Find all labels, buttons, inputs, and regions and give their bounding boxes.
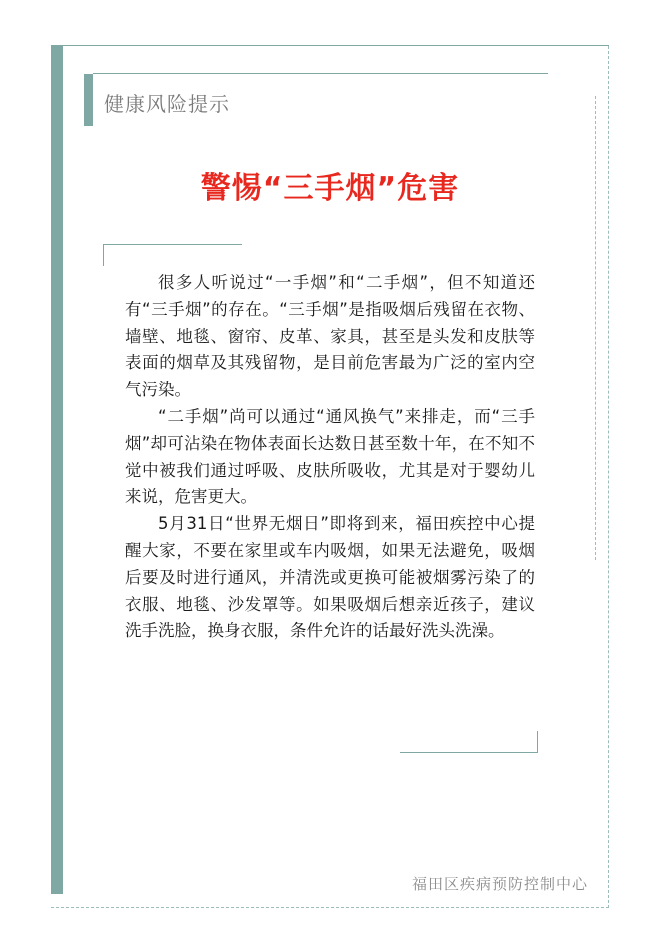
section-heading-accent xyxy=(84,74,93,126)
article-body xyxy=(125,270,535,645)
corner-bracket-top-left xyxy=(103,244,242,245)
article-paragraph: 5月31日“世界无烟日”即将到来，福田疾控中心提醒大家，不要在家里或车内吸烟，如果无法避免，吸烟后要及时进行通风，并清洗或更换可能被烟雾污染了的衣服、地毯、沙发罩等。如果吸烟后想亲近孩子，建议洗手洗脸，换身衣服，条件允许的话最好洗头洗澡。 xyxy=(125,514,535,641)
article-paragraph: “二手烟”尚可以通过“通风换气”来排走，而“三手烟”却可沾染在物体表面长达数日甚至数十年，在不知不觉中被我们通过呼吸、皮肤所吸收，尤其是对于婴幼儿来说，危害更大。 xyxy=(125,406,535,507)
frame-top-line xyxy=(51,45,609,46)
article-title: 警惕“三手烟”危害 xyxy=(200,171,460,206)
section-heading-line xyxy=(93,73,548,74)
section-title: 健康风险提示 xyxy=(104,92,230,116)
article-paragraph: 很多人听说过“一手烟”和“二手烟”，但不知道还有“三手烟”的存在。“三手烟”是指吸烟后残留在衣物、墙壁、地毯、窗帘、皮革、家具，甚至是头发和皮肤等表面的烟草及其残留物，是目前危害最为广泛的室内空气污染。 xyxy=(125,273,535,400)
footer-organization: 福田区疾病预防控制中心 xyxy=(411,875,588,893)
corner-bracket-bottom-right xyxy=(400,752,538,753)
corner-bracket-bottom-right-vertical xyxy=(537,731,538,753)
frame-bottom-dashed-line xyxy=(51,907,609,908)
corner-bracket-top-left-vertical xyxy=(103,244,104,266)
